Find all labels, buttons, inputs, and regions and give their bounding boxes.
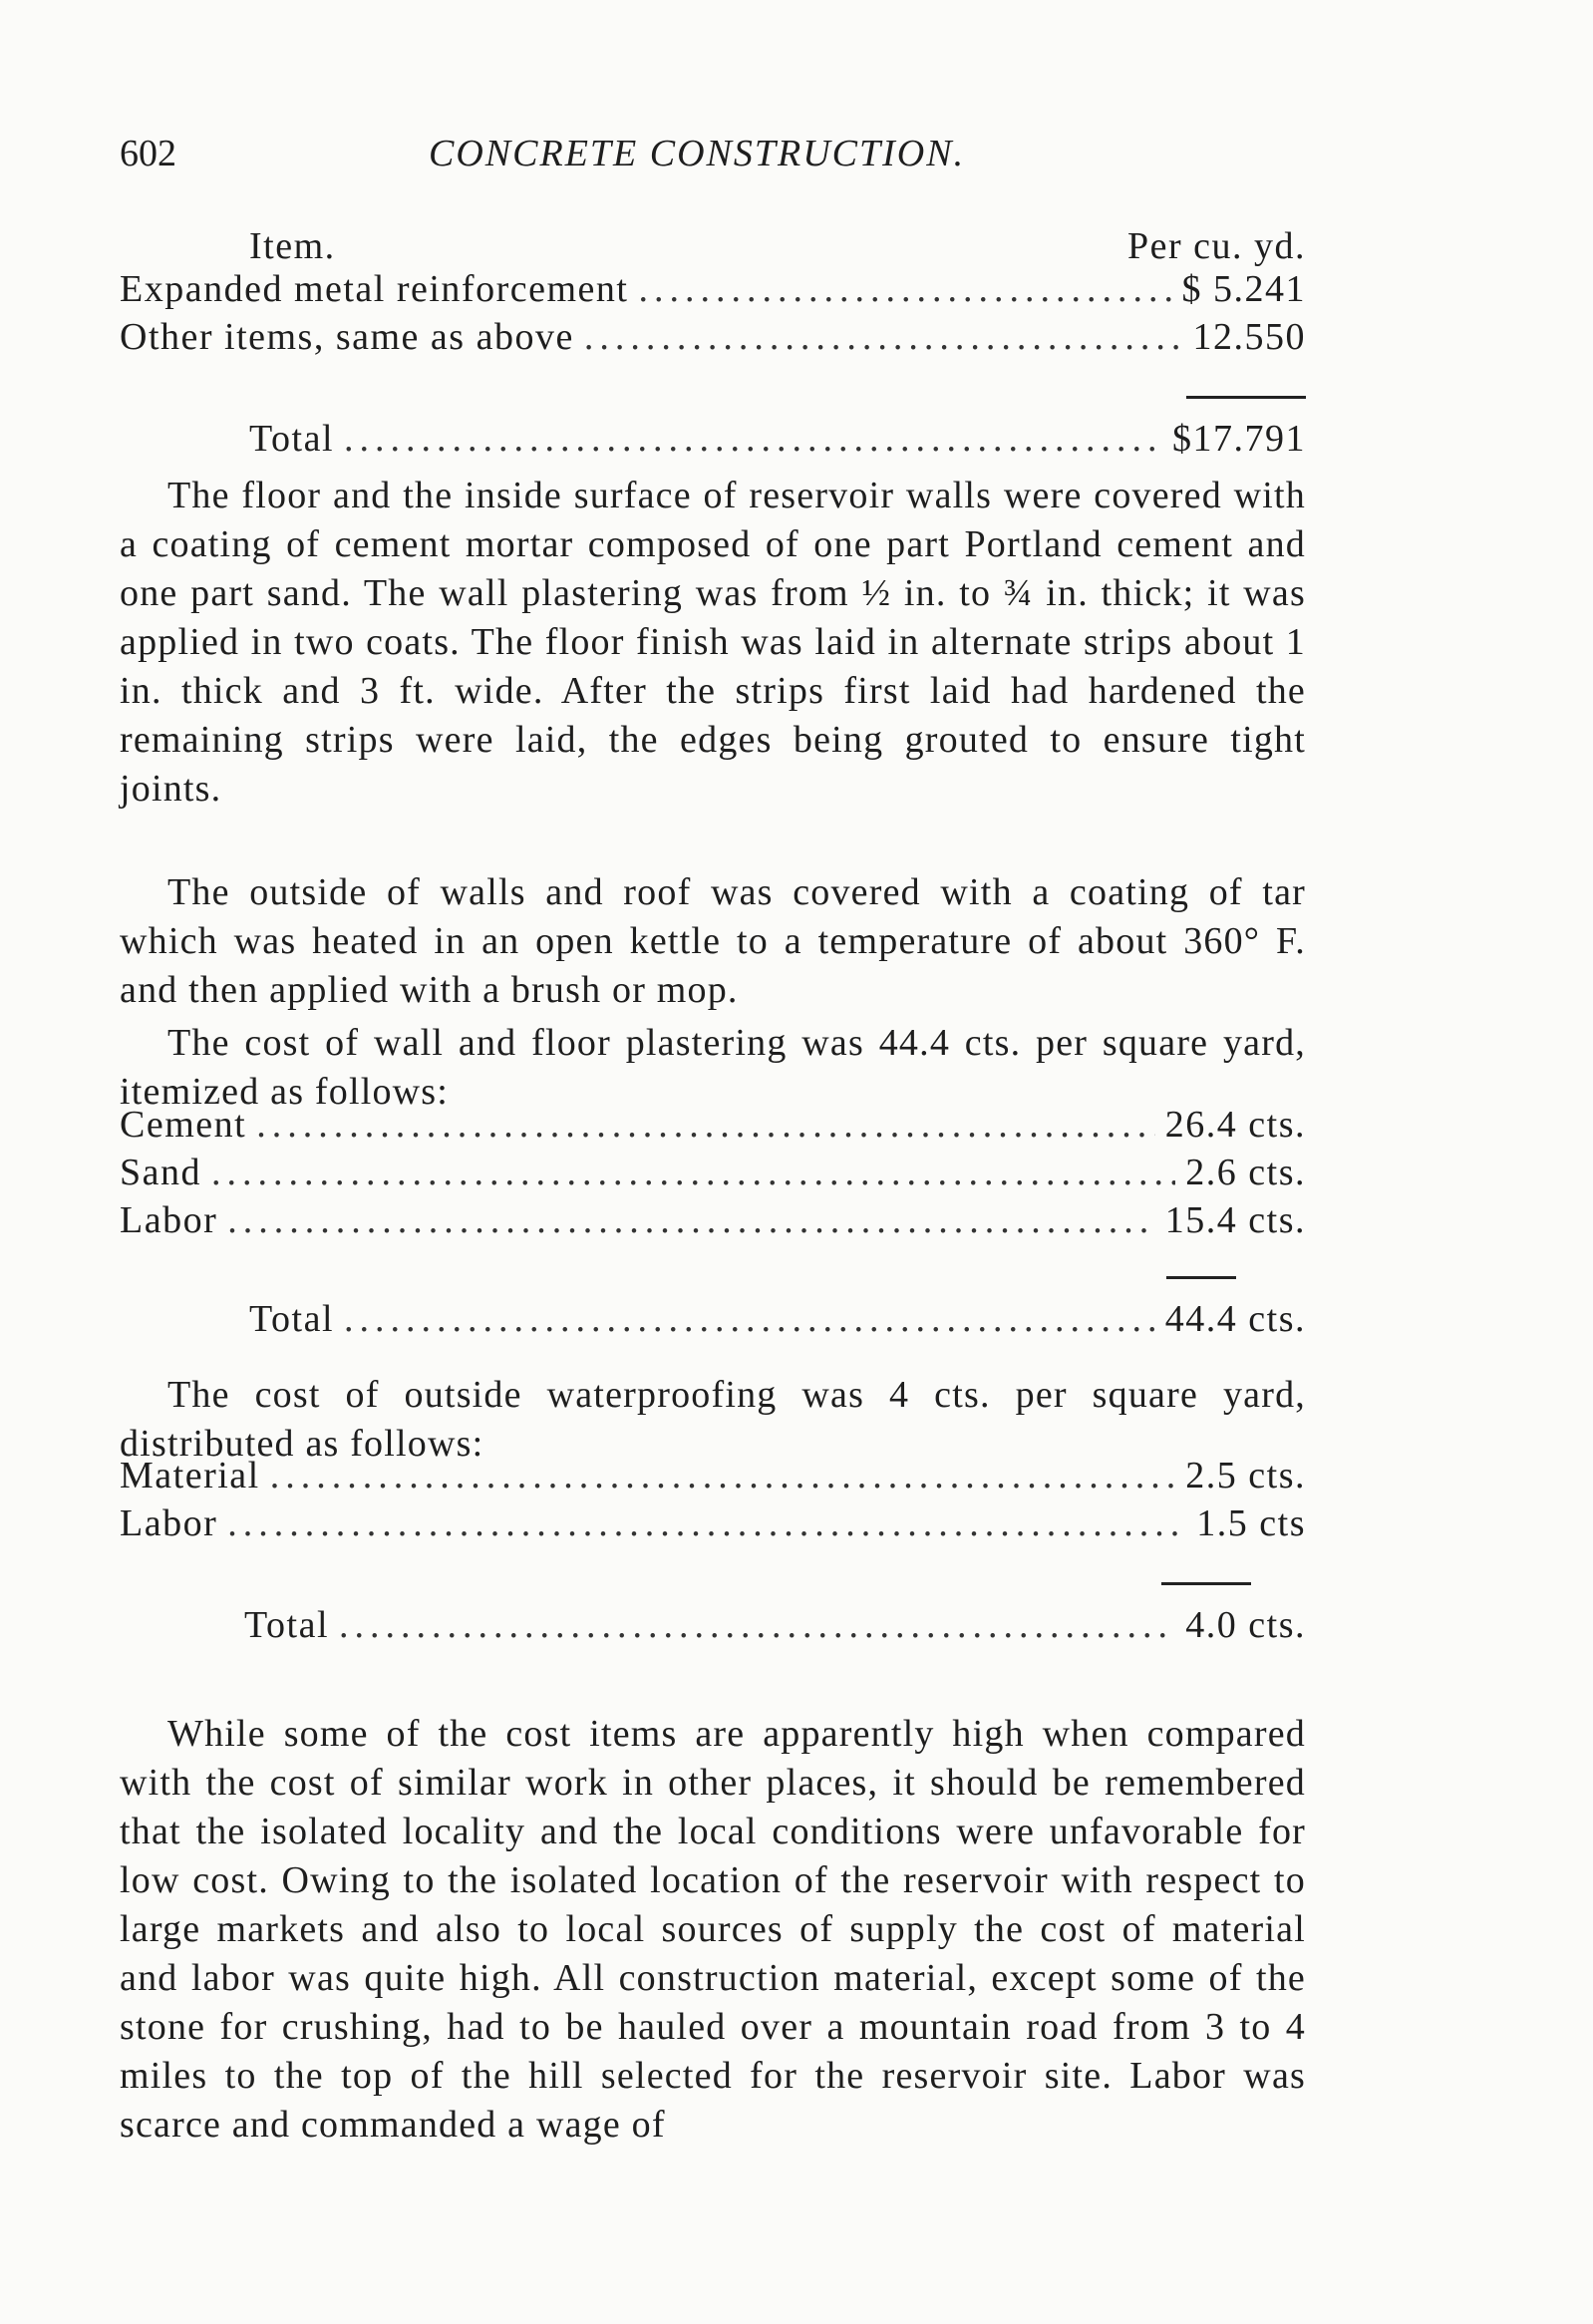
row-value: 12.550	[1192, 316, 1306, 358]
column-header-item: Item.	[249, 225, 336, 267]
dot-leader	[584, 312, 1183, 362]
total-value: 4.0 cts.	[1185, 1604, 1306, 1646]
table-row	[120, 1148, 1306, 1197]
sum-rule	[1166, 1276, 1236, 1279]
row-value: 2.6 cts.	[1185, 1152, 1306, 1193]
cost-table-waterproofing	[120, 1451, 1306, 1710]
row-value: 15.4 cts.	[1164, 1199, 1306, 1241]
paragraph-plastering-cost: The cost of wall and floor plastering was 44.4 cts. per square yard, itemized as follows:	[120, 1022, 1306, 1113]
row-label: Labor	[120, 1199, 218, 1241]
paragraph-cost-discussion: While some of the cost items are apparently high when compared with the cost of similar work in other places, it should be remembered that the isolated locality and the local conditions were unfavorable for low cost. Owing to the isolated location of the reservoir with respect to large markets and also to local sources of supply the cost of material and labor was quite high. All construction material, except some of the stone for crushing, had to be hauled over a mountain road from 3 to 4 miles to the top of the hill selected for the reservoir site. Labor was scarce and commanded a wage of	[120, 1713, 1306, 2146]
dot-leader	[211, 1148, 1175, 1197]
paragraph-plastering: The floor and the inside surface of reservoir walls were covered with a coating of cement mortar composed of one part Portland cement and one part sand. The wall plastering was from ½ in. to ¾ in. thick; it was applied in two coats. The floor finish was laid in alternate strips about 1 in. thick and 3 ft. wide. After the strips first laid had hardened the remaining strips were laid, the edges being grouted to ensure tight joints.	[120, 475, 1306, 810]
dot-leader	[270, 1451, 1176, 1500]
paragraph-waterproofing-cost: The cost of outside waterproofing was 4 cts. per square yard, distributed as follows:	[120, 1374, 1306, 1465]
row-value: 1.5 cts	[1196, 1502, 1306, 1544]
total-label: Total	[244, 1604, 330, 1646]
total-value: $17.791	[1172, 418, 1306, 460]
total-row	[120, 1600, 1306, 1650]
sum-rule	[1186, 396, 1306, 399]
row-label: Labor	[120, 1502, 218, 1544]
table-row	[120, 1451, 1306, 1500]
row-value: $ 5.241	[1181, 268, 1306, 310]
dot-leader	[344, 1294, 1155, 1344]
cost-table-plastering	[120, 1100, 1306, 1399]
table-row	[120, 312, 1306, 362]
row-label: Material	[120, 1455, 260, 1496]
table-row	[120, 1195, 1306, 1245]
total-row	[120, 414, 1306, 464]
row-label: Cement	[120, 1104, 247, 1146]
row-value: 2.5 cts.	[1185, 1455, 1306, 1496]
table-row	[120, 264, 1306, 314]
total-value: 44.4 cts.	[1164, 1298, 1306, 1340]
page-number: 602	[120, 133, 176, 174]
table-row	[120, 1100, 1306, 1150]
row-label: Other items, same as above	[120, 316, 574, 358]
total-label: Total	[249, 418, 335, 460]
dot-leader	[227, 1195, 1155, 1245]
row-label: Expanded metal reinforcement	[120, 268, 629, 310]
row-label: Sand	[120, 1152, 201, 1193]
cost-table-reinforcement	[120, 224, 1306, 464]
dot-leader	[227, 1498, 1186, 1548]
row-value: 26.4 cts.	[1164, 1104, 1306, 1146]
sum-rule	[1161, 1582, 1251, 1585]
total-row	[120, 1294, 1306, 1344]
page-header	[120, 132, 1306, 181]
paragraph-tar-coating: The outside of walls and roof was covered with a coating of tar which was heated in an open kettle to a temperature of about 360° F. and then applied with a brush or mop.	[120, 871, 1306, 1011]
dot-leader	[344, 414, 1162, 464]
column-header-unit: Per cu. yd.	[1126, 225, 1306, 267]
total-label: Total	[249, 1298, 335, 1340]
table-row	[120, 1498, 1306, 1548]
dot-leader	[339, 1600, 1175, 1650]
dot-leader	[638, 264, 1171, 314]
running-title: CONCRETE CONSTRUCTION.	[429, 133, 966, 174]
dot-leader	[256, 1100, 1155, 1150]
